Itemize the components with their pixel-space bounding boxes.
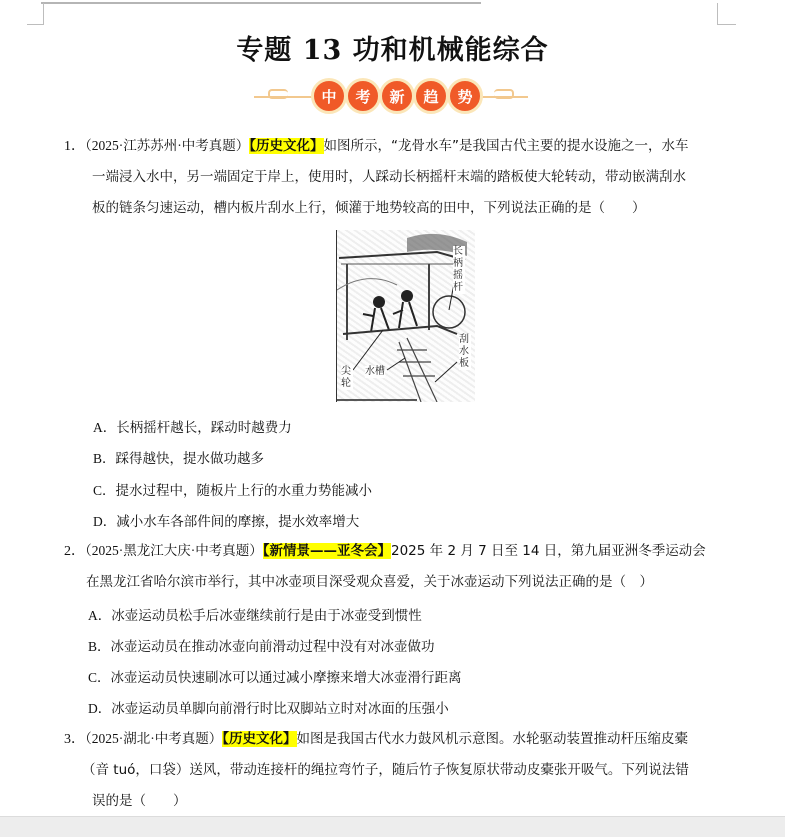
option-text: 提水过程中，随板片上行的水重力势能减小 <box>115 483 373 499</box>
page-gap-area <box>0 816 785 837</box>
option-letter: D． <box>88 701 112 716</box>
option-text: 减小水车各部件间的摩擦，提水效率增大 <box>116 514 360 530</box>
question-1-line-1 <box>64 130 724 162</box>
page-title: 专题 13 功和机械能综合 <box>236 35 549 66</box>
question-3-line-1 <box>64 723 724 755</box>
option-letter: B． <box>93 451 116 466</box>
figure-label-handle: 长柄摇杆 <box>453 246 463 293</box>
question-tag: 【历史文化】 <box>222 731 297 747</box>
question-number: 1． <box>64 139 85 154</box>
option-letter: A． <box>88 608 112 623</box>
question-2-line-1 <box>64 535 724 567</box>
question-text: （音 tuó，口袋）送风，带动连接杆的绳拉弯竹子，随后竹子恢复原状带动皮橐张开吸气。下列说法错 <box>82 762 689 778</box>
question-text: 板的链条匀速运动，槽内板片刮水上行，倾灌于地势较高的田中，下列说法正确的是（ ） <box>92 200 646 216</box>
question-source: （2025·黑龙江大庆·中考真题） <box>85 543 263 558</box>
question-text: 误的是（ ） <box>92 793 187 809</box>
banner-char: 考 <box>345 78 381 114</box>
banner-char: 势 <box>447 78 483 114</box>
question-text: 2025 年 2 月 7 日至 14 日，第九届亚洲冬季运动会 <box>391 543 706 559</box>
option-text: 长柄摇杆越长，踩动时越费力 <box>116 420 292 436</box>
question-text: 如图所示，“龙骨水车”是我国古代主要的提水设施之一，水车 <box>323 138 689 154</box>
margin-corner-marker-left <box>27 3 44 25</box>
option-letter: D． <box>93 514 117 529</box>
header-rule <box>41 2 481 4</box>
question-source: （2025·湖北·中考真题） <box>85 731 223 746</box>
question-1-option-c <box>93 479 372 499</box>
option-text: 冰壶运动员松手后冰壶继续前行是由于冰壶受到惯性 <box>111 608 422 624</box>
banner-char: 趋 <box>413 78 449 114</box>
option-text: 踩得越快，提水做功越多 <box>115 451 265 467</box>
option-letter: C． <box>88 670 111 685</box>
question-text: 一端浸入水中，另一端固定于岸上，使用时，人踩动长柄摇杆末端的踏板使大轮转动，带动嵌满刮水 <box>92 169 686 185</box>
question-2 <box>64 535 724 598</box>
question-text: 在黑龙江省哈尔滨市举行，其中冰壶项目深受观众喜爱，关于冰壶运动下列说法正确的是（ ） <box>86 574 653 590</box>
option-text: 冰壶运动员在推动冰壶向前滑动过程中没有对冰壶做功 <box>110 639 435 655</box>
question-1 <box>64 130 724 224</box>
question-2-option-b <box>88 635 435 655</box>
figure-label-scraper: 刮水板 <box>459 334 469 369</box>
dragon-bone-waterwheel-figure <box>336 230 475 402</box>
question-2-option-d <box>88 697 449 717</box>
option-text: 冰壶运动员单脚向前滑行时比双脚站立时对冰面的压强小 <box>111 701 449 717</box>
question-2-option-c <box>88 666 462 686</box>
question-number: 2． <box>64 544 85 559</box>
banner-cloud-icon-right <box>494 89 514 99</box>
question-1-option-b <box>93 447 264 467</box>
option-text: 冰壶运动员快速刷冰可以通过减小摩擦来增大冰壶滑行距离 <box>110 670 462 686</box>
banner-char: 新 <box>379 78 415 114</box>
banner-char: 中 <box>311 78 347 114</box>
question-tag: 【新情景——亚冬会】 <box>262 543 391 559</box>
question-source: （2025·江苏苏州·中考真题） <box>85 138 250 153</box>
figure-label-trough: 水槽 <box>365 366 385 377</box>
figure-label-wheel: 尖轮 <box>341 366 351 389</box>
question-2-option-a <box>88 604 422 624</box>
banner-cloud-icon-left <box>268 89 288 99</box>
question-1-option-a <box>93 416 292 436</box>
question-number: 3． <box>64 732 85 747</box>
option-letter: A． <box>93 420 117 435</box>
question-tag: 【历史文化】 <box>249 138 324 154</box>
option-letter: B． <box>88 639 111 654</box>
question-1-option-d <box>93 510 359 530</box>
question-text: 如图是我国古代水力鼓风机示意图。水轮驱动装置推动杆压缩皮橐 <box>296 731 688 747</box>
question-3 <box>64 723 724 817</box>
trend-banner <box>248 78 534 114</box>
option-letter: C． <box>93 483 116 498</box>
margin-corner-marker-right <box>717 3 736 25</box>
